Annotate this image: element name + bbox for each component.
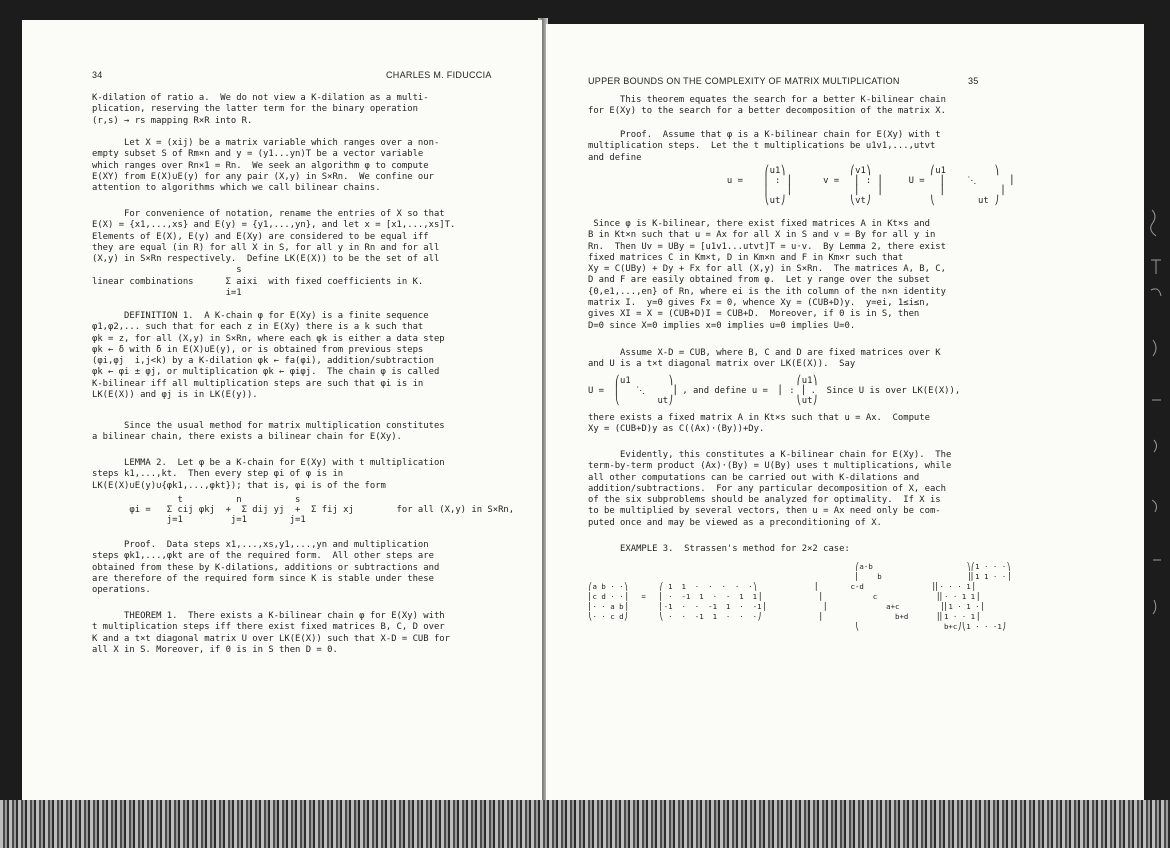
right-paragraph-1: This theorem equates the search for a better K-bilinear chain for E(Xy) to the search for a better decomposition of the matrix X. [588,95,946,117]
margin-handwriting-mark [1148,200,1164,640]
left-paragraph-5: Since the usual method for matrix multiplication constitutes a bilinear chain, there exists a bilinear chain for E(Xy). [92,421,445,443]
scanner-edge-strip [0,800,1170,848]
right-paragraph-3: Since φ is K-bilinear, there exist fixed matrices A in Kt×s and B in Kt×n such that u = Ax for all X in S and v = By for all y in Rn. Then Uv = UBy = [u1v1...utvt]T = u·v. By Lemma 2, there exist fixed matrices C in Km×t, D in Km×n and F in Km×r such that Xy = C(UBy) + Dy + Fx for all (X,y) in S×Rn. The matrices A, B, C, D and F are easily obtained from φ. Let y range over the subset {0,e1,...,en} of Rn, where ei is the ith column of the n×n identity matrix I. y=0 gives Fx = 0, whence Xy = (CUB+D)y. y=ei, 1≤i≤n, gives XI = X = (CUB+D)I = CUB+D. Moreover, if 0 is in S, then D=0 since X=0 implies x=0 implies u=0 implies U=0. [588,219,946,331]
right-page-number: 35 [968,76,979,86]
right-paragraph-4: Assume X-D = CUB, where B, C and D are fixed matrices over K and U is a t×t diagonal matrix over LK(E(X)). Say [588,348,941,370]
lemma-2-proof: Proof. Data steps x1,...,xs,y1,...,yn and multiplication steps φk1,...,φkt are of the required form. All other steps are obtained from these by K-dilations, additions or subtractions and are therefore of the required form since K is stable under these operations. [92,540,440,596]
lemma-2-formula: t n s φi = Σ cij φkj + Σ dij yj + Σ fij xj for all (X,y) in S×Rn, j=1 j=1 j=1 [129,495,515,525]
left-paragraph-2: Let X = (xij) be a matrix variable which ranges over a non- empty subset S of Rm×n and y = (y1...yn)T be a vector variable which ranges over Rn×1 = Rn. We seek an algorithm φ to compute E(XY) from E(X)∪E(y) for any pair (X,y) in S×Rn. We confine our attention to algorithms which we call bilinear chains. [92,138,440,194]
lemma-2: LEMMA 2. Let φ be a K-chain for E(Xy) with t multiplication steps k1,...,kt. Then every step φi of φ is in LK(E(X)∪E(y)∪{φk1,...,φkt}); that is, φi is of the form [92,458,445,491]
right-paragraph-5: there exists a fixed matrix A in Kt×s such that u = Ax. Compute Xy = (CUB+D)y as C((Ax)·(By))+Dy. [588,413,930,435]
left-running-head: CHARLES M. FIDUCCIA [386,70,492,80]
example-3-heading: EXAMPLE 3. Strassen's method for 2×2 case: [588,544,850,554]
right-page [546,24,1144,800]
uvU-definition: ⎛u1⎞ ⎛v1⎞ ⎛u1 ⎞ u = ⎜ : ⎟ v = ⎜ : ⎟ U = ⎜ ⋱ ⎟ ⎜ ⎟ ⎜ ⎟ ⎜ ⎟ ⎝ut⎠ ⎝vt⎠ ⎝ ut ⎠ [726,166,1014,206]
left-page-number: 34 [92,70,103,80]
theorem-1: THEOREM 1. There exists a K-bilinear chain φ for E(Xy) with t multiplication steps iff there exist fixed matrices B, C, D over K and a t×t diagonal matrix U over LK(E(X)) such that X-D = CUB for all X in S. Moreover, if 0 is in S then D = 0. [92,611,450,655]
strassen-matrix-equation: ⎛a-b ⎞⎛1 · · ·⎞ ⎜ b ⎟⎜1 1 · ·⎟ ⎛a b · ·⎞ ⎛ 1 1 · · · · ·⎞ ⎜ c-d ⎟⎜· · · 1⎟ ⎜c d · ·⎟ = ⎜ · -1 1 · · 1 1⎟ ⎜ c ⎟⎜· · 1 1⎟ ⎜· · a b⎟ ⎜-1 · · -1 1 · -1⎟ ⎜ a+c ⎟⎜1 · 1 ·⎟ ⎝· · c d⎠ ⎝ · · -1 1 · · ·⎠ ⎜ b+d ⎟⎜1 · · 1⎟ ⎝ b+c⎠⎝1 · · -1⎠ [588,562,1011,631]
definition-1: DEFINITION 1. A K-chain φ for E(Xy) is a finite sequence φ1,φ2,... such that for each z in E(Xy) there is a k such that φk = z, for all (X,y) in S×Rn, where each φk is either a data step φk ← δ with δ in E(X)∪E(y), or is obtained from previous steps (φi,φj i,j<k) by a K-dilation φk ← fa(φi), addition/subtraction φk ← φi ± φj, or multiplication φk ← φiφj. The chain φ is called K-bilinear iff all multiplication steps are such that φi is in LK(E(X)) and φj is in LK(E(y)). [92,311,445,401]
left-page [22,20,542,800]
left-paragraph-3: For convenience of notation, rename the entries of X so that E(X) = {x1,...,xs} and E(y) = {y1,...,yn}, and let x = [x1,...,xs]T. Elements of E(X), E(y) and E(Xy) are considered to be equal iff they are equal (in R) for all X in S, for all y in Rn and for all (X,y) in S×Rn respectively. Define LK(E(X)) to be the set of all s linear combinations Σ aixi with fixed coefficients in K. i=1 [92,209,456,299]
right-running-head: UPPER BOUNDS ON THE COMPLEXITY OF MATRIX MULTIPLICATION [588,76,900,86]
theorem-1-proof: Proof. Assume that φ is a K-bilinear chain for E(Xy) with t multiplication steps. Let the t multiplications be u1v1,...,utvt and define [588,130,941,163]
left-paragraph-1: K-dilation of ratio a. We do not view a K-dilation as a multi- plication, reserving the latter term for the binary operation (r,s) → rs mapping R×R into R. [92,93,429,126]
U-definition: ⎛u1 ⎞ ⎛u1⎞ U = ⎜ ⋱ ⎟ , and define u = ⎜ : ⎟ . Since U is over LK(E(X)), ⎝ ut⎠ ⎝ut⎠ [588,376,961,406]
right-paragraph-6: Evidently, this constitutes a K-bilinear chain for E(Xy). The term-by-term product (Ax)·(By) = U(By) uses t multiplications, while all other computations can be carried out with K-dilations and addition/subtractions. For any particular decomposition of X, each of the six subproblems should be analyzed for optimality. If X is to be multiplied by several vectors, then u = Ax need only be com- puted once and may be viewed as a preconditioning of X. [588,450,952,528]
